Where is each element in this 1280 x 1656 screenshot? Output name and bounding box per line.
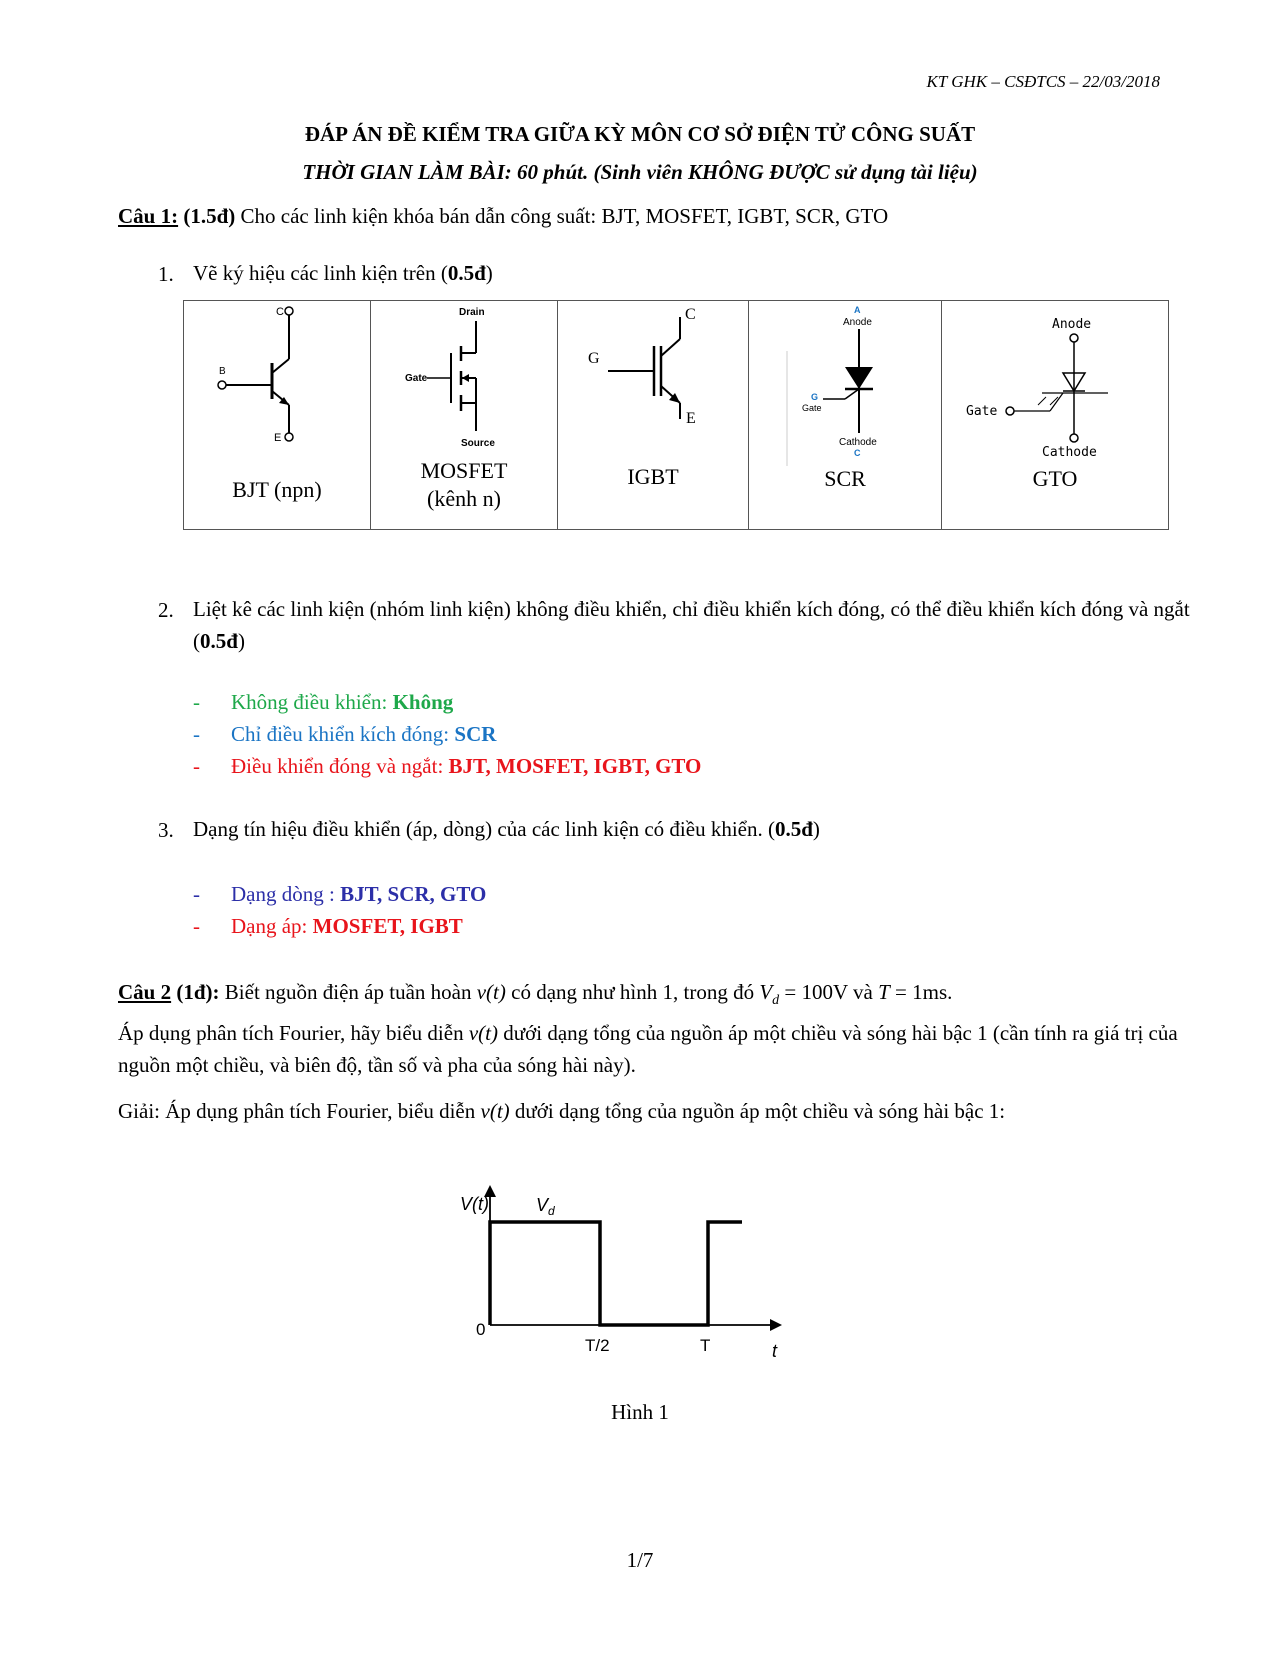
answer-fully-controlled [231, 754, 701, 779]
answer-value: SCR [454, 722, 497, 746]
zero-label: 0 [476, 1320, 486, 1339]
answer-value: MOSFET, IGBT [312, 914, 463, 938]
answer-dash: - [193, 882, 200, 906]
answer-dash: - [193, 754, 200, 778]
figure-caption: Hình 1 [611, 1400, 669, 1424]
answer-dash: - [193, 722, 200, 746]
q1-text: Cho các linh kiện khóa bán dẫn công suất: BJT, MOSFET, IGBT, SCR, GTO [235, 204, 889, 228]
answer-label: Dạng áp: [231, 914, 313, 938]
answer-value: Không [392, 690, 454, 714]
scr-pin-g: G [811, 392, 819, 402]
scr-name: SCR [824, 466, 866, 491]
q2-text: Biết nguồn điện áp tuần hoàn [219, 980, 477, 1004]
q2-solution-text: dưới dạng tổng của nguồn áp một chiều và sóng hài bậc 1: [509, 1099, 1006, 1123]
q1-item2-points: 0.5đ [200, 629, 238, 653]
y-axis-label: V(t) [460, 1194, 489, 1214]
symbol-cell-igbt [558, 301, 749, 530]
document-title: ĐÁP ÁN ĐỀ KIỂM TRA GIỮA KỲ MÔN CƠ SỞ ĐIỆN TỬ CÔNG SUẤT [304, 122, 976, 146]
gto-pin-cathode: Cathode [1042, 445, 1097, 460]
q1-points: (1.5đ) [183, 204, 236, 228]
igbt-symbol [558, 301, 748, 461]
bjt-symbol [184, 301, 370, 481]
document-subtitle: THỜI GIAN LÀM BÀI: 60 phút. (Sinh viên KHÔNG ĐƯỢC sử dụng tài liệu) [302, 160, 978, 184]
q1-item1-text: Vẽ ký hiệu các linh kiện trên ( [193, 261, 448, 285]
half-period-label: T/2 [585, 1336, 610, 1355]
igbt-name: IGBT [627, 464, 679, 489]
bjt-pin-c: C [276, 306, 284, 318]
page-header: KT GHK – CSĐTCS – 22/03/2018 [926, 72, 1160, 91]
answer-label: Điều khiển đóng và ngắt: [231, 754, 449, 778]
q2-text: có dạng như hình 1, trong đó [505, 980, 760, 1004]
symbol-cell-gto [942, 301, 1169, 530]
mosfet-name [371, 457, 557, 513]
x-axis-arrow [770, 1319, 782, 1331]
level-label: $V_d$ [536, 1195, 555, 1218]
q1-item3-close: ) [812, 817, 820, 841]
bjt-name: BJT (npn) [232, 477, 322, 502]
q2-text: dưới dạng tổng của nguồn áp một chiều và sóng hài bậc 1 (cần tính ra giá trị của nguồn một chiều, và biên độ, tần số và pha của sóng hài này). [118, 1021, 1178, 1078]
answer-value: BJT, MOSFET, IGBT, GTO [448, 754, 702, 778]
period-label: T [700, 1336, 711, 1355]
mosfet-symbol [371, 301, 557, 461]
answer-dash: - [193, 690, 200, 714]
mosfet-name-line2: (kênh n) [427, 486, 501, 511]
q1-item1-points: 0.5đ [447, 261, 486, 285]
q2-solution-text: Giải: Áp dụng phân tích Fourier, biểu diễn [118, 1099, 481, 1123]
scr-pin-anode: Anode [843, 317, 872, 328]
q2-text: Áp dụng phân tích Fourier, hãy biểu diễn [118, 1021, 469, 1046]
q1-item3-number: 3. [158, 818, 174, 842]
mosfet-pin-drain: Drain [459, 307, 485, 318]
q2-vd-sub: d [772, 993, 780, 1009]
q1-item2-text: Liệt kê các linh kiện (nhóm linh kiện) không điều khiển, chỉ điều khiển kích đóng, có thể điều khiển kích đóng và ngắt ( [193, 597, 1190, 653]
answer-voltage-driven [231, 914, 463, 939]
q2-vd: V [759, 980, 773, 1004]
q1-item2-close: ) [237, 629, 245, 653]
q2-points: (1đ): [176, 980, 220, 1004]
q1-item3-points: 0.5đ [774, 817, 813, 841]
scr-pin-a: A [854, 305, 861, 315]
q2-text: = 1ms. [889, 980, 953, 1004]
gto-pin-anode: Anode [1052, 317, 1092, 332]
symbol-cell-bjt [184, 301, 371, 530]
answer-turn-on-only [231, 722, 496, 747]
q1-item2-number: 2. [158, 598, 174, 622]
q1-item1-close: ) [485, 261, 493, 285]
gto-pin-gate: Gate [966, 404, 998, 419]
answer-label: Không điều khiển: [231, 690, 393, 714]
q2-vt: v(t) [480, 1099, 510, 1123]
q1-item3 [193, 813, 1193, 845]
mosfet-pin-gate: Gate [405, 373, 428, 384]
x-axis-label: t [772, 1341, 778, 1361]
q1-item3-text: Dạng tín hiệu điều khiển (áp, dòng) của các linh kiện có điều khiển. ( [193, 817, 775, 841]
q1-statement [118, 200, 1188, 232]
symbol-cell-scr [749, 301, 942, 530]
igbt-pin-e: E [686, 410, 696, 427]
igbt-pin-g: G [588, 350, 600, 367]
q1-item2 [193, 593, 1193, 657]
scr-pin-c: C [854, 448, 861, 458]
answer-label: Chỉ điều khiển kích đóng: [231, 722, 455, 746]
symbol-cell-mosfet [371, 301, 558, 530]
scr-pin-gate: Gate [802, 403, 822, 413]
mosfet-name-line1: MOSFET [420, 458, 508, 483]
scr-pin-cathode: Cathode [839, 437, 877, 448]
q1-item1-number: 1. [158, 262, 174, 286]
answer-current-driven [231, 882, 486, 907]
answer-value: BJT, SCR, GTO [340, 882, 487, 906]
scr-symbol [749, 301, 941, 471]
gto-name: GTO [1032, 466, 1078, 491]
q1-item1 [193, 257, 1193, 289]
q2-vt: v(t) [468, 1021, 498, 1046]
igbt-pin-c: C [685, 306, 696, 323]
square-wave-figure [450, 1185, 810, 1385]
bjt-pin-b: B [219, 366, 226, 377]
q2-period: T [878, 980, 890, 1004]
q2-statement [118, 976, 1188, 1081]
bjt-pin-e: E [274, 432, 282, 444]
q2-solution-intro [118, 1095, 1188, 1127]
answer-dash: - [193, 914, 200, 938]
answer-uncontrolled [231, 690, 453, 715]
answer-label: Dạng dòng : [231, 882, 341, 906]
symbols-table [183, 300, 1169, 530]
page-number: 1/7 [626, 1548, 654, 1572]
q2-vt: v(t) [476, 980, 506, 1004]
q1-label: Câu 1: [118, 204, 179, 228]
waveform [490, 1222, 742, 1325]
mosfet-pin-source: Source [461, 438, 495, 449]
gto-symbol [942, 301, 1168, 471]
q2-label: Câu 2 [118, 980, 172, 1004]
q2-text: = 100V và [779, 980, 879, 1004]
